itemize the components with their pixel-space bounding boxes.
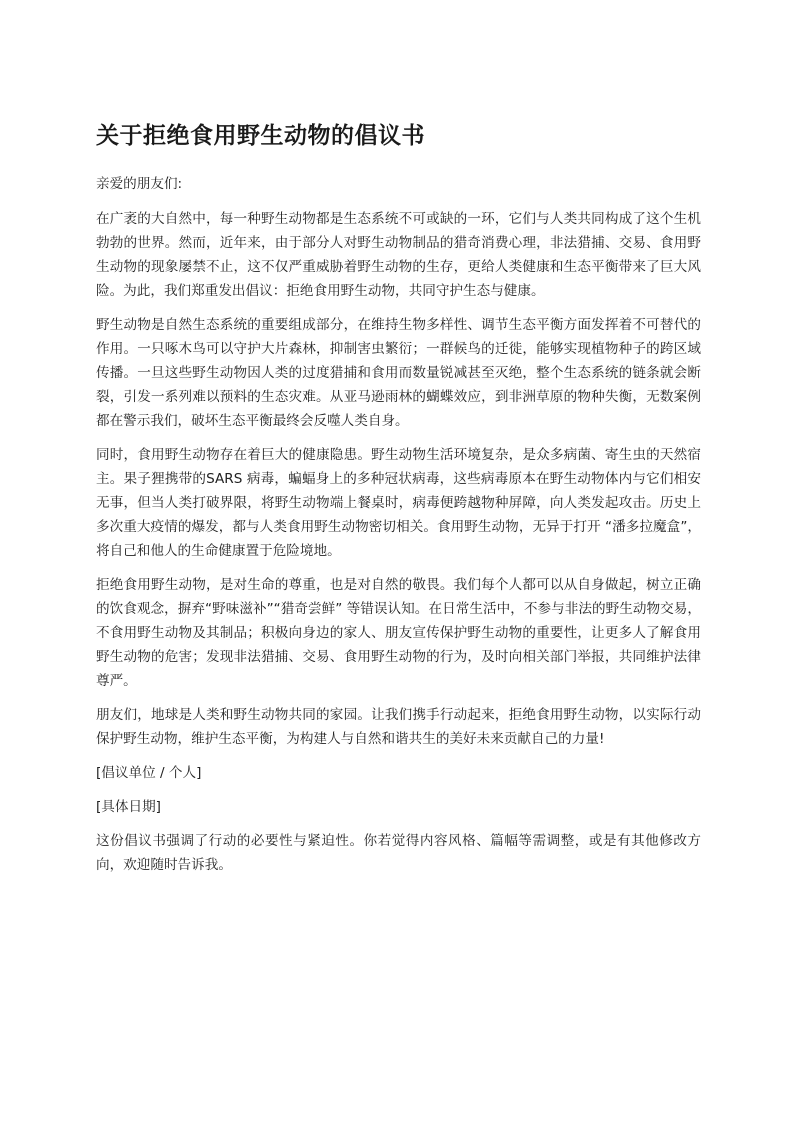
greeting-line: 亲爱的朋友们: [96, 176, 183, 192]
paragraph-conclusion: 朋友们，地球是人类和野生动物共同的家园。让我们携手行动起来，拒绝食用野生动物，以实际行动保护野生动物，维护生态平衡，为构建人与自然和谐共生的美好未来贡献自己的力量! [96, 707, 701, 747]
paragraph-health: 同时，食用野生动物存在着巨大的健康隐患。野生动物生活环境复杂，是众多病菌、寄生虫的天然宿主。果子狸携带的SARS 病毒，蝙蝠身上的多种冠状病毒，这些病毒原本在野生动物体内与它们相安无事，但当人类打破界限，将野生动物端上餐桌时，病毒便跨越物种屏障，向人类发起攻击。历史上多次重大疫情的爆发，都与人类食用野生动物密切相关。食用野生动物，无异于打开 “潘多拉魔盒”，将自己和他人的生命健康置于危险境地。 [96, 447, 701, 559]
document-title: 关于拒绝食用野生动物的倡议书 [96, 123, 425, 149]
paragraph-ecology: 野生动物是自然生态系统的重要组成部分，在维持生物多样性、调节生态平衡方面发挥着不可替代的作用。一只啄木鸟可以守护大片森林，抑制害虫繁衍；一群候鸟的迁徙，能够实现植物种子的跨区域传播。一旦这些野生动物因人类的过度猎捕和食用而数量锐减甚至灭绝，整个生态系统的链条就会断裂，引发一系列难以预料的生态灾难。从亚马逊雨林的蝴蝶效应，到非洲草原的物种失衡，无数案例都在警示我们，破坏生态平衡最终会反噬人类自身。 [96, 317, 701, 429]
paragraph-action: 拒绝食用野生动物，是对生命的尊重，也是对自然的敬畏。我们每个人都可以从自身做起，树立正确的饮食观念，摒弃“野味滋补”“猎奇尝鲜” 等错误认知。在日常生活中，不参与非法的野生动物交易，不食用野生动物及其制品；积极向身边的家人、朋友宣传保护野生动物的重要性，让更多人了解食用野生动物的危害；发现非法猎捕、交易、食用野生动物的行为，及时向相关部门举报，共同维护法律尊严。 [96, 577, 701, 689]
date-line: [具体日期] [96, 799, 161, 815]
paragraph-intro: 在广袤的大自然中，每一种野生动物都是生态系统不可或缺的一环，它们与人类共同构成了这个生机勃勃的世界。然而，近年来，由于部分人对野生动物制品的猎奇消费心理，非法猎捕、交易、食用野生动物的现象屡禁不止，这不仅严重威胁着野生动物的生存，更给人类健康和生态平衡带来了巨大风险。为此，我们郑重发出倡议：拒绝食用野生动物，共同守护生态与健康。 [96, 211, 701, 299]
closing-note: 这份倡议书强调了行动的必要性与紧迫性。你若觉得内容风格、篇幅等需调整，或是有其他修改方向，欢迎随时告诉我。 [96, 833, 701, 873]
document-page [96, 118, 701, 887]
signature-line: [倡议单位 / 个人] [96, 765, 202, 781]
